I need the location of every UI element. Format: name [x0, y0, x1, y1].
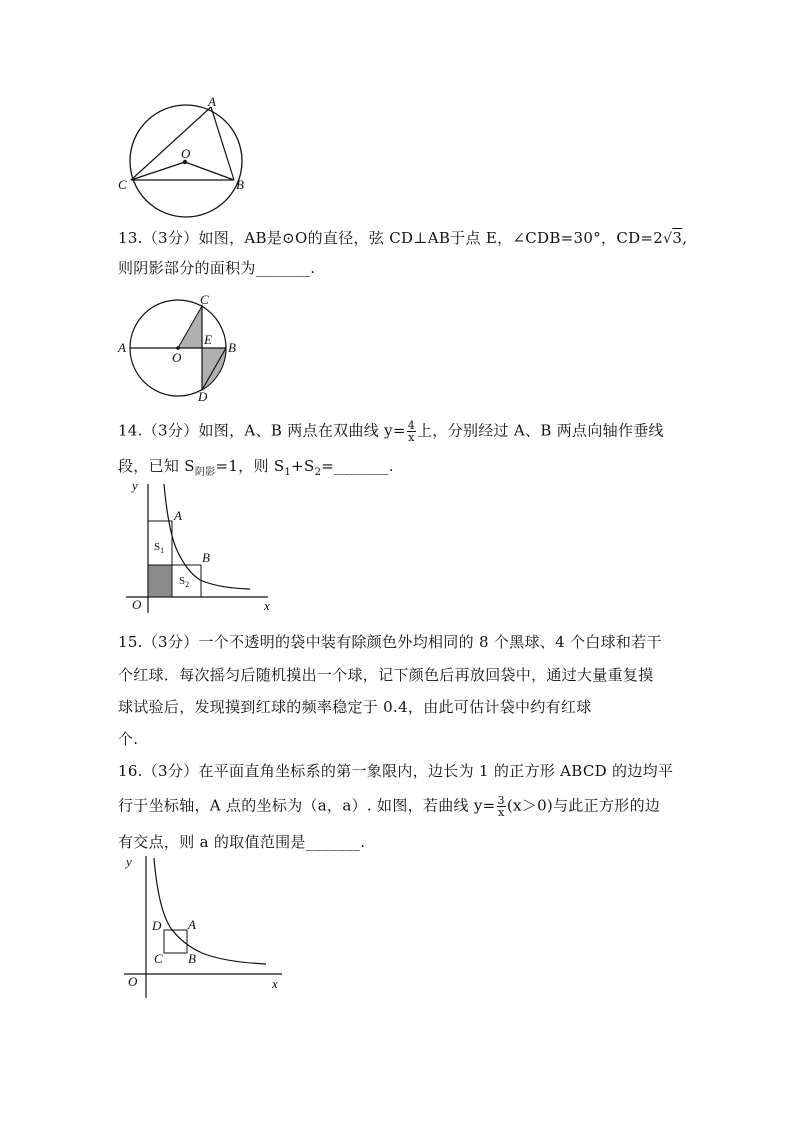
label-A: A [208, 94, 216, 109]
q14-fraction: $\frac{4}{x}$ [407, 419, 416, 444]
q16-line1: 16.（3分）在平面直角坐标系的第一象限内，边长为 1 的正方形 ABCD 的边均平 [118, 762, 674, 780]
q13-text1-end: , [682, 229, 688, 247]
q15-line2: 个红球．每次摇匀后随机摸出一个球，记下颜色后再放回袋中，通过大量重复摸 [118, 666, 654, 684]
q16-line2: 行于坐标轴，A 点的坐标为（a，a）. 如图，若曲线 y= $\frac{3}{x}$ (x＞0)与此正方形的边 [118, 794, 661, 819]
label-A: A [188, 917, 196, 932]
figure-hyperbola-square [118, 852, 288, 1000]
q16-fraction: $\frac{3}{x}$ [497, 794, 505, 819]
label-y: y [132, 478, 138, 493]
label-D: D [198, 389, 208, 404]
label-E: E [204, 332, 212, 347]
label-A: A [118, 340, 126, 355]
hyperbola-square-svg [118, 852, 288, 1000]
label-B: B [202, 550, 210, 565]
label-x: x [264, 598, 270, 613]
figure-circle-shaded [114, 290, 244, 405]
label-B: B [236, 177, 244, 192]
label-x: x [272, 976, 278, 991]
label-O: O [172, 350, 182, 365]
figure-hyperbola-rects [118, 478, 278, 618]
label-O: O [181, 146, 191, 161]
circle-shaded-svg [114, 290, 244, 405]
q13-sqrt-arg: 3 [672, 229, 683, 247]
q14-line1: 14.（3分）如图，A、B 两点在双曲线 y= $\frac{4}{x}$ 上，分别经过 A、B 两点向轴作垂线 [118, 419, 664, 444]
label-C: C [118, 177, 127, 192]
label-A: A [174, 508, 182, 523]
label-S1: $S_1$ [154, 541, 165, 555]
label-O: O [132, 597, 142, 612]
figure-circle-triangle [112, 92, 262, 222]
q13-line1: 13.（3分）如图，AB是⊙O的直径，弦 CD⊥AB于点 E，∠CDB=30°，CD=2√3, [118, 229, 688, 247]
q15-line1: 15.（3分）一个不透明的袋中装有除颜色外均相同的 8 个黑球、4 个白球和若干 [118, 633, 662, 651]
q15-line4: 个. [118, 730, 139, 748]
label-C: C [154, 951, 163, 966]
label-O: O [128, 974, 138, 989]
q16-line3: 有交点，则 a 的取值范围是_______. [118, 833, 366, 851]
label-D: D [152, 918, 162, 933]
q15-line3: 球试验后，发现摸到红球的频率稳定于 0.4，由此可估计袋中约有红球 [118, 698, 592, 716]
label-S2: $S_2$ [179, 575, 190, 589]
q13-line2: 则阴影部分的面积为_______. [118, 259, 316, 277]
circle-triangle-svg [112, 92, 262, 222]
hyperbola-rects-svg [118, 478, 278, 618]
label-y: y [126, 854, 132, 869]
label-B: B [188, 951, 196, 966]
q14-line2: 段，已知 $S_{阴影}=1$，则 $S_1+S_2=\_\_\_\_\_\_\_$. [118, 457, 394, 478]
label-B: B [228, 340, 236, 355]
label-C: C [200, 292, 209, 307]
q13-text1: 13.（3分）如图，AB是⊙O的直径，弦 CD⊥AB于点 E，∠CDB=30°，CD=2 [118, 229, 664, 247]
